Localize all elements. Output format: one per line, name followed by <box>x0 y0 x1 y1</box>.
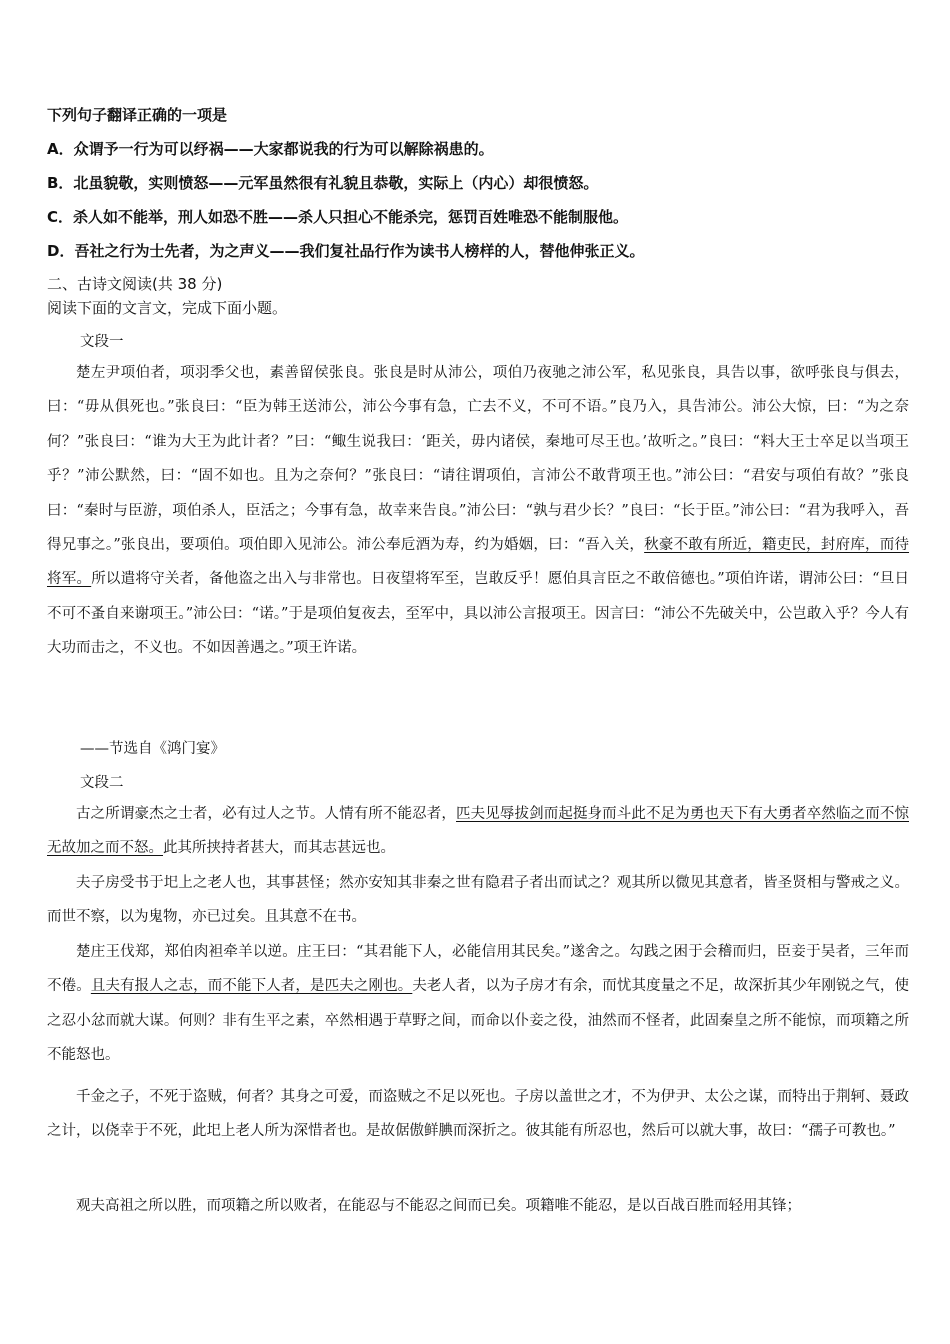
section-instruction: 阅读下面的文言文，完成下面小题。 <box>47 299 288 317</box>
passage1-source: ——节选自《鸿门宴》 <box>80 741 225 757</box>
passage2-paragraph-2: 夫子房受书于圯上之老人也，其事甚怪；然亦安知其非秦之世有隐君子者出而试之？观其所以微见其意者，皆圣贤相与警戒之义。而世不察，以为鬼物，亦已过矣。且其意不在书。 <box>47 875 909 926</box>
option-b: B．北虽貌敬，实则愤怒——元军虽然很有礼貌且恭敬，实际上（内心）却很愤怒。 <box>47 174 599 192</box>
passage2-label: 文段二 <box>80 775 124 791</box>
option-d: D．吾社之行为士先者，为之声义——我们复社品行作为读书人榜样的人，替他伸张正义。 <box>47 242 645 260</box>
passage2-p1-text-a: 古之所谓豪杰之士者，必有过人之节。人情有所不能忍者， <box>76 806 457 822</box>
passage2-paragraph-3 <box>47 935 909 1073</box>
passage2-p3-text-a: 楚庄王伐郑，郑伯肉袒牵羊以逆。庄王曰：“其君能下人，必能信用其民矣。”遂舍之。勾践之困于会稽而归，臣妾于吴者，三年而不倦。 <box>47 944 909 995</box>
option-a: A．众谓予一行为可以纾祸——大家都说我的行为可以解除祸患的。 <box>47 140 494 158</box>
passage2-paragraph-4: 千金之子，不死于盗贼，何者？其身之可爱，而盗贼之不足以死也。子房以盖世之才，不为伊尹、太公之谋，而特出于荆轲、聂政之计，以侥幸于不死，此圯上老人所为深惜者也。是故倨傲鲜腆而深折之。彼其能有所忍也，然后可以就大事，故曰：“孺子可教也。” <box>47 1089 909 1140</box>
option-c: C．杀人如不能举，刑人如恐不胜——杀人只担心不能杀完，惩罚百姓唯恐不能制服他。 <box>47 208 629 226</box>
passage2-p3-text-b: 夫老人者，以为子房才有余，而忧其度量之不足，故深折其少年刚锐之气，使之忍小忿而就大谋。何则？非有生平之素，卒然相遇于草野之间，而命以仆妾之役，油然而不怪者，此固秦皇之所不能惊，而项籍之所不能怒也。 <box>47 978 910 1064</box>
passage2-underlined-sentence-2: 且夫有报人之志，而不能下人者，是匹夫之刚也。 <box>90 978 413 995</box>
passage1-text-b: 所以遣将守关者，备他盗之出入与非常也。日夜望将军至，岂敢反乎！愿伯具言臣之不敢倍德也。”项伯许诺，谓沛公曰：“旦日不可不蚤自来谢项王。”沛公曰：“诺。”于是项伯复夜去，至军中，具以沛公言报项王。因言曰：“沛公不先破关中，公岂敢入乎？今人有大功而击之，不义也。不如因善遇之。”项王许诺。 <box>47 571 909 657</box>
passage2-paragraph-5: 观夫高祖之所以胜，而项籍之所以败者，在能忍与不能忍之间而已矣。项籍唯不能忍，是以百战百胜而轻用其锋； <box>76 1198 801 1214</box>
passage2-paragraph-1 <box>47 797 909 866</box>
passage1-label: 文段一 <box>80 334 124 350</box>
passage2-p1-text-b: 此其所挟持者甚大，而其志甚远也。 <box>163 840 395 857</box>
passage1-paragraph <box>47 356 909 666</box>
section-title: 二、古诗文阅读(共 38 分) <box>47 275 223 293</box>
passage1-text-a: 楚左尹项伯者，项羽季父也，素善留侯张良。张良是时从沛公，项伯乃夜驰之沛公军，私见张良，具告以事，欲呼张良与俱去，曰：“毋从俱死也。”张良曰：“臣为韩王送沛公，沛公今事有急，亡去不义，不可不语。”良乃入，具告沛公。沛公大惊，曰：“为之奈何？”张良曰：“谁为大王为此计者？”曰：“鲰生说我曰：‘距关，毋内诸侯，秦地可尽王也。’故听之。”良曰：“料大王士卒足以当项王乎？”沛公默然，曰：“固不如也。且为之奈何？”张良曰：“请往谓项伯，言沛公不敢背项王也。”沛公曰：“君安与项伯有故？”张良曰：“秦时与臣游，项伯杀人，臣活之；今事有急，故幸来告良。”沛公曰：“孰与君少长？”良曰：“长于臣。”沛公曰：“君为我呼入，吾得兄事之。”张良出，要项伯。项伯即入见沛公。沛公奉卮酒为寿，约为婚姻，曰：“吾入关， <box>47 365 909 554</box>
passage1-underlined-sentence: 秋豪不敢有所近，籍吏民，封府库，而待将军。 <box>47 537 910 588</box>
passage2-underlined-sentence-1: 匹夫见辱拔剑而起挺身而斗此不足为勇也天下有大勇者卒然临之而不惊无故加之而不怒。 <box>47 806 909 857</box>
question-stem: 下列句子翻译正确的一项是 <box>47 106 228 124</box>
